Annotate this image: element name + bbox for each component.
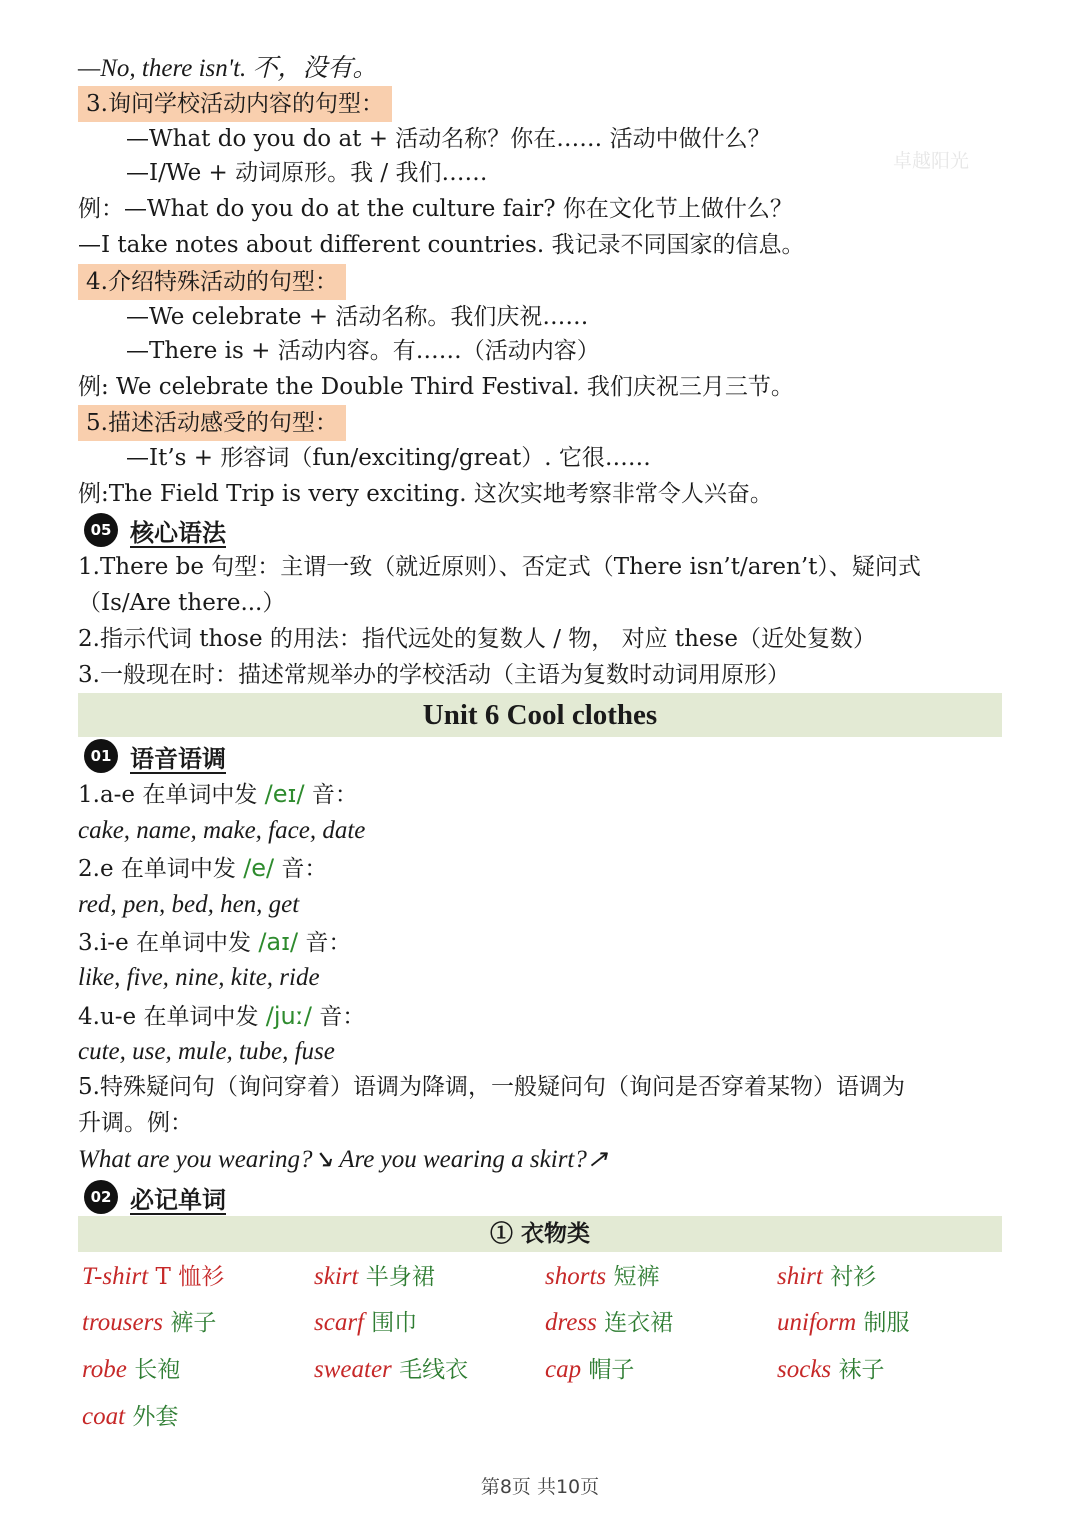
example-line: 例:The Field Trip is very exciting. 这次实地考察非常令人兴奋。 <box>78 481 773 507</box>
category-header: ① 衣物类 <box>78 1216 1002 1252</box>
phonics-words: like, five, nine, kite, ride <box>78 964 320 991</box>
vocab-item <box>545 1306 673 1340</box>
rule-text: 3.i-e 在单词中发 <box>78 930 259 956</box>
rule-text: 音： <box>304 782 358 808</box>
vocab-meaning: 袜子 <box>831 1357 885 1383</box>
vocab-item <box>777 1306 910 1340</box>
section-title: 核心语法 <box>130 518 226 547</box>
ipa-symbol: /aɪ/ <box>258 928 299 956</box>
vocab-meaning: 外套 <box>125 1404 179 1430</box>
rule-text: 音： <box>274 856 328 882</box>
vocab-word: coat <box>82 1403 126 1430</box>
intonation-example: What are you wearing?↘ Are you wearing a skirt?↗ <box>78 1146 608 1173</box>
phonics-rule-4 <box>78 999 365 1034</box>
vocab-word: skirt <box>314 1263 359 1290</box>
vocab-item <box>314 1353 468 1387</box>
example-line: 例：—What do you do at the culture fair? 你在文化节上做什么？ <box>78 196 793 222</box>
vocab-meaning: T 恤衫 <box>148 1264 225 1290</box>
pattern-line: —We celebrate + 活动名称。我们庆祝…… <box>126 304 589 330</box>
section-number-badge: 05 <box>84 513 118 547</box>
vocab-item <box>545 1353 634 1387</box>
ipa-symbol: /eɪ/ <box>264 780 305 808</box>
pattern-line: —I/We + 动词原形。我 / 我们…… <box>126 160 488 186</box>
vocab-meaning: 长袍 <box>126 1357 181 1383</box>
section-vocabulary <box>84 1180 226 1214</box>
vocab-meaning: 帽子 <box>581 1357 635 1383</box>
pattern-line: —It’s + 形容词（fun/exciting/great）. 它很…… <box>126 445 651 471</box>
vocab-meaning: 围巾 <box>364 1310 418 1336</box>
vocab-item <box>314 1260 435 1294</box>
rule-text: 4.u-e 在单词中发 <box>78 1004 266 1030</box>
vocab-item <box>82 1260 224 1294</box>
grammar-point: 1.There be 句型：主谓一致（就近原则）、否定式（There isn’t/aren’t）、疑问式 <box>78 554 921 580</box>
vocab-meaning: 衬衫 <box>822 1264 877 1290</box>
grammar-point: 2.指示代词 those 的用法：指代远处的复数人 / 物， 对应 these（近处复数） <box>78 626 876 652</box>
vocab-word: scarf <box>314 1309 364 1336</box>
unit-title: Unit 6 Cool clothes <box>78 693 1002 737</box>
vocab-word: uniform <box>777 1309 857 1336</box>
rule-text: 2.e 在单词中发 <box>78 856 244 882</box>
phonics-rule-1 <box>78 777 358 812</box>
vocab-item <box>82 1353 180 1387</box>
vocab-meaning: 裤子 <box>163 1310 217 1336</box>
section-number-badge: 01 <box>84 739 118 773</box>
pattern-heading-4: 4.介绍特殊活动的句型： <box>78 264 346 300</box>
vocab-meaning: 连衣裙 <box>596 1310 674 1336</box>
vocab-meaning: 半身裙 <box>358 1264 435 1290</box>
watermark: 卓越阳光 <box>893 150 970 172</box>
section-number-badge: 02 <box>84 1180 118 1214</box>
vocab-item <box>314 1306 417 1340</box>
pattern-heading-5: 5.描述活动感受的句型： <box>78 405 346 441</box>
page-number: 第8页 共10页 <box>480 1476 600 1498</box>
vocab-word: robe <box>82 1356 127 1383</box>
phonics-rule-2 <box>78 851 327 886</box>
pattern-line: —What do you do at + 活动名称？你在…… 活动中做什么？ <box>126 126 771 152</box>
pattern-heading-3: 3.询问学校活动内容的句型： <box>78 86 392 122</box>
vocab-word: socks <box>777 1356 832 1383</box>
vocab-meaning: 制服 <box>856 1310 910 1336</box>
phonics-words: cute, use, mule, tube, fuse <box>78 1038 335 1065</box>
vocab-item <box>82 1400 178 1434</box>
section-title: 语音语调 <box>130 744 226 773</box>
rule-text: 1.a-e 在单词中发 <box>78 782 265 808</box>
vocab-item <box>545 1260 659 1294</box>
example-line: —I take notes about different countries. 我记录不同国家的信息。 <box>78 232 805 258</box>
pattern-line: —There is + 活动内容。有……（活动内容） <box>126 338 600 364</box>
phonics-rule-5: 5.特殊疑问句（询问穿着）语调为降调，一般疑问句（询问是否穿着某物）语调为 <box>78 1074 905 1100</box>
answer-line: —No, there isn't. 不，没有。 <box>78 55 378 82</box>
phonics-rule-3 <box>78 925 351 960</box>
rule-text: 音： <box>311 1004 366 1030</box>
example-line: 例: We celebrate the Double Third Festival. 我们庆祝三月三节。 <box>78 374 794 400</box>
section-phonics <box>84 739 226 773</box>
grammar-point: （Is/Are there...） <box>78 590 286 616</box>
vocab-word: shorts <box>545 1263 607 1290</box>
vocab-word: T-shirt <box>82 1263 149 1290</box>
vocab-word: trousers <box>82 1309 164 1336</box>
vocab-meaning: 毛线衣 <box>391 1357 469 1383</box>
rule-text: 音： <box>298 930 352 956</box>
ipa-symbol: /e/ <box>243 854 275 882</box>
phonics-words: cake, name, make, face, date <box>78 817 366 844</box>
vocab-word: sweater <box>314 1356 392 1383</box>
grammar-point: 3.一般现在时：描述常规举办的学校活动（主语为复数时动词用原形） <box>78 662 790 688</box>
vocab-meaning: 短裤 <box>606 1264 660 1290</box>
vocab-item <box>777 1353 884 1387</box>
vocab-item <box>82 1306 216 1340</box>
ipa-symbol: /juː/ <box>265 1002 312 1030</box>
phonics-rule-5-cont: 升调。例： <box>78 1110 193 1136</box>
section-grammar <box>84 513 226 547</box>
vocab-word: shirt <box>777 1263 823 1290</box>
vocab-item <box>777 1260 876 1294</box>
phonics-words: red, pen, bed, hen, get <box>78 891 300 918</box>
section-title: 必记单词 <box>130 1185 226 1214</box>
vocab-word: dress <box>545 1309 597 1336</box>
vocab-word: cap <box>545 1356 582 1383</box>
